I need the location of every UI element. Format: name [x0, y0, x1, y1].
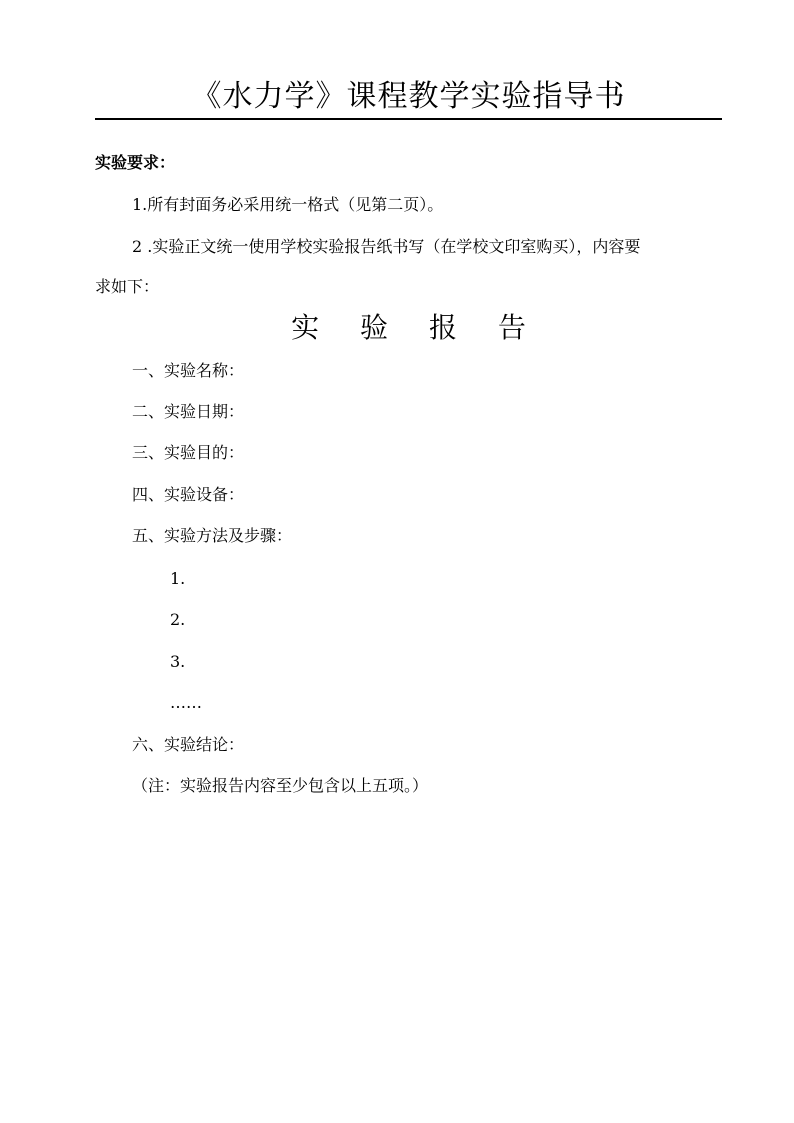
- requirement-2-line-1: 2 .实验正文统一使用学校实验报告纸书写（在学校文印室购买），内容要: [132, 237, 641, 256]
- item-experiment-equipment: 四、实验设备：: [132, 485, 245, 504]
- item-experiment-date: 二、实验日期：: [132, 402, 245, 421]
- report-heading: [95, 310, 722, 346]
- report-note: （注：实验报告内容至少包含以上五项。）: [132, 776, 429, 795]
- step-1: 1.: [170, 569, 186, 588]
- step-2: 2.: [170, 610, 186, 629]
- report-heading-char: 告: [497, 311, 526, 344]
- requirement-2-line-2: 求如下：: [95, 277, 160, 296]
- title-underline: [95, 118, 722, 120]
- report-heading-char: 验: [360, 311, 389, 344]
- item-experiment-conclusion: 六、实验结论：: [132, 735, 245, 754]
- item-experiment-purpose: 三、实验目的：: [132, 443, 245, 462]
- item-experiment-method: 五、实验方法及步骤：: [132, 526, 293, 545]
- report-heading-char: 报: [428, 311, 457, 344]
- requirement-1: 1.所有封面务必采用统一格式（见第二页）。: [132, 195, 444, 214]
- item-experiment-name: 一、实验名称：: [132, 361, 245, 380]
- requirements-heading: 实验要求：: [95, 153, 176, 172]
- steps-ellipsis: ……: [170, 693, 202, 712]
- page-title: 《水力学》课程教学实验指导书: [191, 79, 626, 114]
- step-3: 3.: [170, 652, 186, 671]
- report-heading-char: 实: [291, 311, 320, 344]
